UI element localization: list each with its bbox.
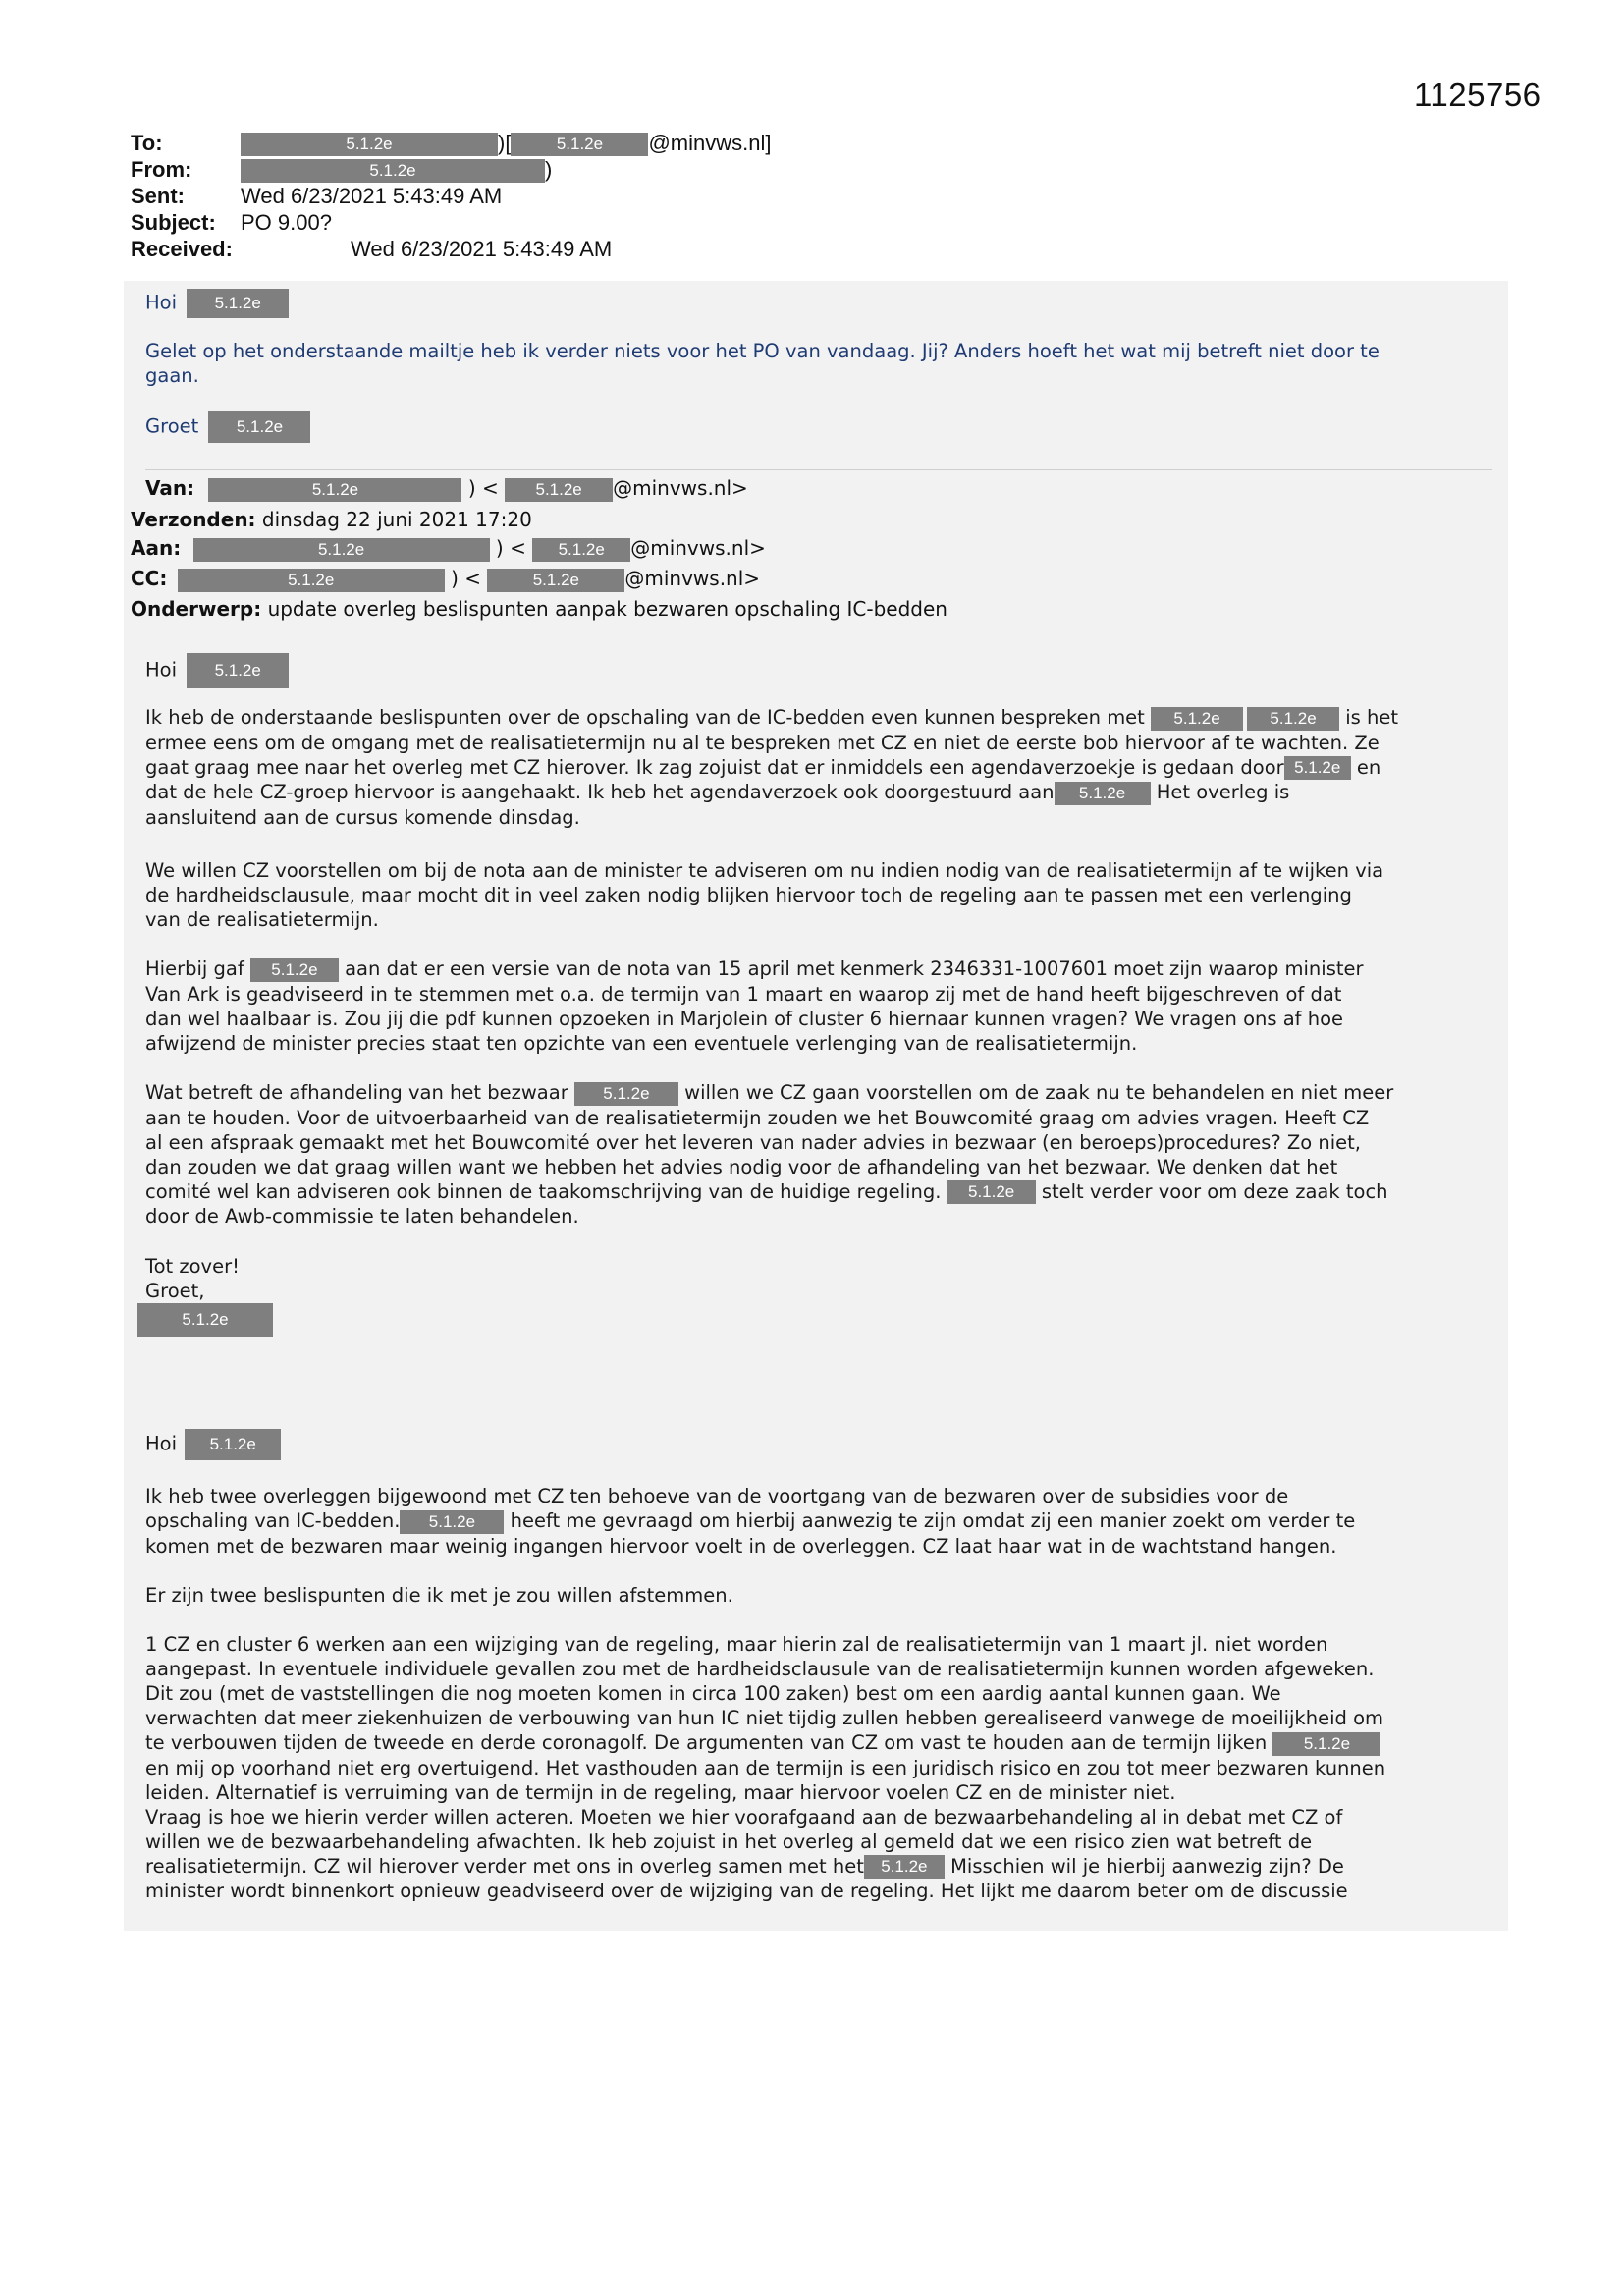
sent-label: Sent: <box>131 184 185 208</box>
text-run: ermee eens om de omgang met de realisatietermijn nu al te bespreken met CZ en niet de eerste bob hiervoor af te wachten. Ze <box>145 731 1380 754</box>
redaction: 5.1.2e <box>241 133 498 156</box>
text-run <box>145 957 1500 982</box>
text-run: verwachten dat meer ziekenhuizen de verbouwing van hun IC niet tijdig zullen hebben gerealiseerd vanwege de moeilijkheid om <box>145 1707 1383 1729</box>
text-run: komen met de bezwaren maar weinig ingangen hiervoor voelt in de overleggen. CZ laat haar wat in de wachtstand hangen. <box>145 1534 1337 1558</box>
text-run: Ik heb twee overleggen bijgewoond met CZ ten behoeve van de voortgang van de bezwaren over de subsidies voor de <box>145 1485 1289 1507</box>
sent-value: Wed 6/23/2021 5:43:49 AM <box>241 184 503 208</box>
text-run: Hoi <box>145 1432 178 1455</box>
redaction: 5.1.2e <box>193 538 490 562</box>
redaction: 5.1.2e <box>487 569 624 592</box>
reply-closing: Groet <box>145 414 199 438</box>
text-run <box>145 1730 1500 1756</box>
text-run: stelt verder voor om deze zaak toch <box>1041 1179 1388 1203</box>
subject-label: Subject: <box>131 210 216 235</box>
text-run: Tot zover! <box>145 1255 240 1278</box>
redaction: 5.1.2e <box>1151 707 1243 731</box>
text-run: opschaling van IC-bedden. <box>145 1509 401 1532</box>
text-run: is het <box>1345 706 1399 729</box>
fwd-cc-row: CC: 5.1.2e ) < 5.1.2e @minvws.nl> <box>131 567 761 590</box>
message1-paragraph-4 <box>145 1080 1500 1229</box>
text-run: aangepast. In eventuele individuele gevallen zou met de hardheidsclausule van de realisatietermijn kunnen worden afgeweken. <box>145 1658 1375 1680</box>
redaction: 5.1.2e <box>947 1180 1036 1204</box>
reply-body: Gelet op het onderstaande mailtje heb ik verder niets voor het PO van vandaag. Jij? Anders hoeft het wat mij betreft niet door te gaan. <box>145 340 1380 387</box>
text-run: willen we de bezwaarbehandeling afwachten. Ik heb zojuist in het overleg al gemeld dat we een risico zien wat betreft de <box>145 1830 1313 1853</box>
text-run: Dit zou (met de vaststellingen die nog moeten komen in circa 100 zaken) best om een aardig aantal kunnen gaan. We <box>145 1682 1281 1705</box>
redaction: 5.1.2e <box>1247 707 1339 731</box>
redaction: 5.1.2e <box>511 133 648 156</box>
message1-paragraph-2 <box>145 858 1500 932</box>
message2-paragraph-1 <box>145 1484 1500 1558</box>
redaction: 5.1.2e <box>1284 756 1351 780</box>
text-run: aan dat er een versie van de nota van 15 april met kenmerk 2346331-1007601 moet zijn waarop minister <box>345 957 1364 980</box>
text-run: te verbouwen tijden de tweede en derde coronagolf. De argumenten van CZ om vast te houden aan de termijn lijken <box>145 1731 1268 1754</box>
message2-paragraph-2 <box>145 1583 1500 1608</box>
text-run: gaat graag mee naar het overleg met CZ hierover. Ik zag zojuist dat er inmiddels een agendaverzoekje is gedaan door <box>145 755 1284 779</box>
text-run: leiden. Alternatief is verruiming van de termijn in de regeling, maar hiervoor voelen CZ en de minister niet. <box>145 1780 1176 1804</box>
redaction: 5.1.2e <box>864 1855 945 1879</box>
text-run <box>145 1508 1500 1534</box>
message1-greeting-line <box>145 653 289 688</box>
text-run: Wat betreft de afhandeling van het bezwaar <box>145 1081 568 1104</box>
text-run: dan zouden we dat graag willen want we hebben het advies nodig voor de afhandeling van het bezwaar. We denken dat het <box>145 1155 1338 1178</box>
text-run: Van Ark is geadviseerd in te stemmen met o.a. de termijn van 1 maart en waarop zij met de hand heeft bijgeschreven of dat <box>145 982 1342 1006</box>
fwd-onderwerp-row: Onderwerp: update overleg beslispunten aanpak bezwaren opschaling IC-bedden <box>131 597 947 621</box>
message2-greeting-line <box>145 1429 281 1460</box>
text-run: minister wordt binnenkort opnieuw geadviseerd over de wijziging van de regeling. Het lijkt me daarom beter om de discussie <box>145 1880 1348 1902</box>
message1-paragraph-3 <box>145 957 1500 1056</box>
to-label: To: <box>131 131 163 155</box>
text-run <box>145 705 1500 731</box>
text-run: Ik heb de onderstaande beslispunten over de opschaling van de IC-bedden even kunnen bespreken met <box>145 706 1145 729</box>
text-run: aansluitend aan de cursus komende dinsdag. <box>145 805 580 829</box>
redaction: 5.1.2e <box>241 159 545 183</box>
text-run <box>145 1080 1500 1106</box>
message2-paragraph-3 <box>145 1632 1500 1903</box>
text-run: Er zijn twee beslispunten die ik met je zou willen afstemmen. <box>145 1584 733 1607</box>
redaction: 5.1.2e <box>178 569 445 592</box>
redaction: 5.1.2e <box>574 1082 678 1106</box>
redaction: 5.1.2e <box>505 478 613 502</box>
redaction: 5.1.2e <box>1055 782 1151 805</box>
redaction: 5.1.2e <box>1272 1732 1380 1756</box>
text-run <box>145 755 1500 781</box>
text-run: de hardheidsclausule, maar mocht dit in veel zaken nodig blijken hiervoor toch de regeling aan te passen met een verlenging <box>145 884 1352 906</box>
redaction: 5.1.2e <box>187 289 289 318</box>
redaction: 5.1.2e <box>532 538 630 562</box>
fwd-verzonden-row: Verzonden: dinsdag 22 juni 2021 17:20 <box>131 508 532 531</box>
text-run: Hoi <box>145 658 178 682</box>
received-value: Wed 6/23/2021 5:43:49 AM <box>351 237 613 261</box>
redaction: 5.1.2e <box>250 958 339 982</box>
text-run: dat de hele CZ-groep hiervoor is aangehaakt. Ik heb het agendaverzoek ook doorgestuurd aan <box>145 781 1055 803</box>
fwd-van-row: Van: 5.1.2e ) < 5.1.2e @minvws.nl> <box>145 476 748 500</box>
text-run <box>145 1854 1500 1880</box>
text-run: al een afspraak gemaakt met het Bouwcomité over het leveren van nader advies in bezwaar (en beroeps)procedures? Zo niet, <box>145 1130 1362 1154</box>
text-run: en mij op voorhand niet erg overtuigend. Het vasthouden aan de termijn is een juridisch risico en zou tot meer bezwaren kunnen <box>145 1756 1386 1779</box>
text-run: heeft me gevraagd om hierbij aanwezig te zijn omdat zij een manier zoekt om verder te <box>510 1509 1356 1532</box>
text-run: door de Awb-commissie te laten behandelen. <box>145 1205 579 1228</box>
message1-paragraph-1 <box>145 705 1500 830</box>
text-run: comité wel kan adviseren ook binnen de taakomschrijving van de huidige regeling. <box>145 1179 942 1203</box>
reply-closing-line <box>145 411 310 443</box>
redaction: 5.1.2e <box>187 653 289 688</box>
message1-closing <box>145 1254 1500 1303</box>
text-run: Het overleg is <box>1156 781 1290 803</box>
text-run: willen we CZ gaan voorstellen om de zaak nu te behandelen en niet meer <box>684 1081 1394 1104</box>
subject-value: PO 9.00? <box>241 210 332 235</box>
text-run: dan wel haalbaar is. Zou jij die pdf kunnen opzoeken in Marjolein of cluster 6 hiernaar kunnen vragen? We vragen ons af hoe <box>145 1007 1344 1030</box>
reply-greeting-line <box>145 289 289 318</box>
text-run: aan te houden. Voor de uitvoerbaarheid van de realisatietermijn zouden we het Bouwcomité graag om advies vragen. Heeft CZ <box>145 1106 1370 1129</box>
redaction: 5.1.2e <box>208 411 310 443</box>
separator-line <box>145 469 1492 470</box>
text-run: Groet, <box>145 1280 205 1302</box>
text-run: Vraag is hoe we hierin verder willen acteren. Moeten we hier voorafgaand aan de bezwaarbehandeling al in debat met CZ of <box>145 1805 1343 1829</box>
from-label: From: <box>131 157 192 182</box>
redaction: 5.1.2e <box>137 1303 273 1337</box>
reply-greeting: Hoi <box>145 291 178 314</box>
to-email-domain: @minvws.nl] <box>648 131 772 155</box>
text-run: en <box>1356 755 1381 779</box>
text-run: Misschien wil je hierbij aanwezig zijn? De <box>950 1854 1344 1878</box>
text-run <box>145 780 1500 805</box>
text-run <box>145 1179 1500 1205</box>
text-run: van de realisatietermijn. <box>145 908 379 931</box>
fwd-aan-row: Aan: 5.1.2e ) < 5.1.2e @minvws.nl> <box>131 536 766 560</box>
text-run: Hierbij gaf <box>145 957 244 980</box>
text-run: 1 CZ en cluster 6 werken aan een wijziging van de regeling, maar hierin zal de realisatietermijn van 1 maart jl. niet worden <box>145 1633 1328 1656</box>
text-run: afwijzend de minister precies staat ten opzichte van een eventuele verlenging van de realisatietermijn. <box>145 1031 1138 1055</box>
redaction: 5.1.2e <box>400 1510 504 1534</box>
received-label: Received: <box>131 237 233 261</box>
redaction: 5.1.2e <box>185 1429 281 1460</box>
document-id: 1125756 <box>1414 77 1542 113</box>
text-run: realisatietermijn. CZ wil hierover verder met ons in overleg samen met het <box>145 1854 864 1878</box>
message1-signature <box>137 1303 273 1337</box>
redaction: 5.1.2e <box>208 478 461 502</box>
text-run: We willen CZ voorstellen om bij de nota aan de minister te adviseren om nu indien nodig van de realisatietermijn af te wijken via <box>145 859 1384 882</box>
